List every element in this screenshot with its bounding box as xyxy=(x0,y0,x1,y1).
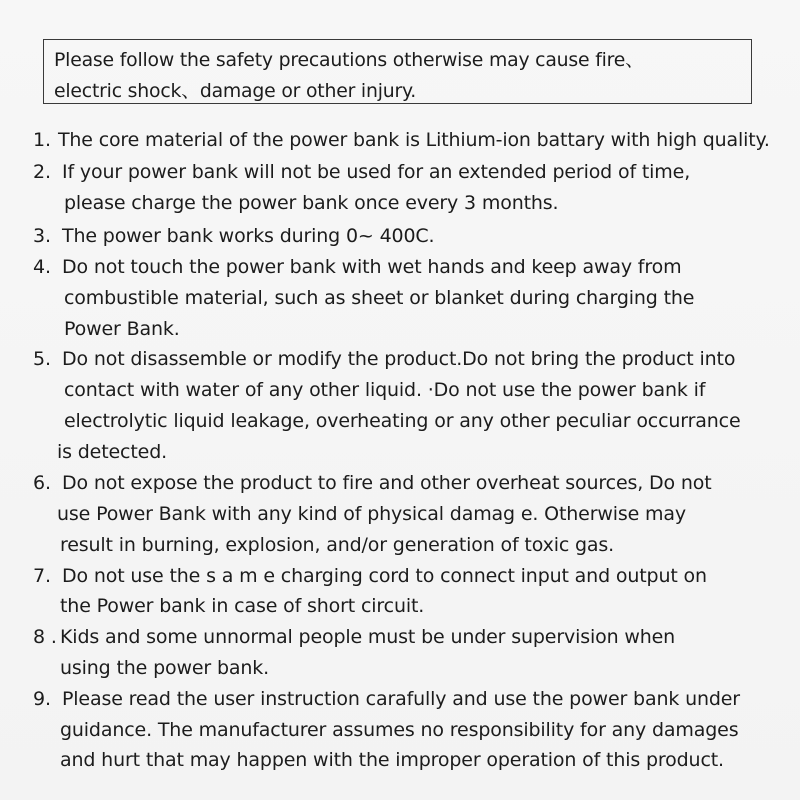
item-9-line-1: Please read the user instruction carafully and use the power bank under xyxy=(62,688,740,710)
item-7-line-2: the Power bank in case of short circuit. xyxy=(60,595,425,617)
item-number: 1. xyxy=(33,129,51,151)
item-4-line-1: Do not touch the power bank with wet hands and keep away from xyxy=(62,256,682,278)
item-8-line-1: Kids and some unnormal people must be under supervision when xyxy=(60,626,676,648)
item-number: 6. xyxy=(33,472,51,494)
item-number: 9. xyxy=(33,688,51,710)
item-1-line-1: The core material of the power bank is Lithium-ion battary with high quality. xyxy=(58,129,770,151)
item-6-line-3: result in burning, explosion, and/or generation of toxic gas. xyxy=(60,534,615,556)
item-5-line-2: contact with water of any other liquid. ·Do not use the power bank if xyxy=(64,379,706,401)
item-5-line-3: electrolytic liquid leakage, overheating or any other peculiar occurrance xyxy=(64,410,741,432)
item-number: 5. xyxy=(33,348,51,370)
item-number: 4. xyxy=(33,256,51,278)
item-number: 2. xyxy=(33,161,51,183)
item-5-line-4: is detected. xyxy=(57,441,167,463)
warning-line-1: Please follow the safety precautions otherwise may cause fire、 xyxy=(54,49,644,71)
item-2-line-2: please charge the power bank once every 3 months. xyxy=(64,192,559,214)
item-6-line-2: use Power Bank with any kind of physical damag e. Otherwise may xyxy=(57,503,687,525)
item-number: 3. xyxy=(33,225,51,247)
warning-line-2: electric shock、damage or other injury. xyxy=(54,80,417,102)
item-5-line-1: Do not disassemble or modify the product.Do not bring the product into xyxy=(62,348,736,370)
item-number: 8 . xyxy=(33,626,57,648)
item-4-line-3: Power Bank. xyxy=(64,318,180,340)
item-9-line-2: guidance. The manufacturer assumes no responsibility for any damages xyxy=(60,719,739,741)
item-6-line-1: Do not expose the product to fire and other overheat sources, Do not xyxy=(62,472,712,494)
item-4-line-2: combustible material, such as sheet or blanket during charging the xyxy=(64,287,695,309)
item-7-line-1: Do not use the s a m e charging cord to connect input and output on xyxy=(62,565,707,587)
item-8-line-2: using the power bank. xyxy=(60,657,269,679)
item-9-line-3: and hurt that may happen with the improper operation of this product. xyxy=(60,749,724,771)
safety-warning-box xyxy=(43,39,752,104)
item-3-line-1: The power bank works during 0~ 400C. xyxy=(62,225,435,247)
item-2-line-1: If your power bank will not be used for an extended period of time, xyxy=(62,161,691,183)
item-number: 7. xyxy=(33,565,51,587)
